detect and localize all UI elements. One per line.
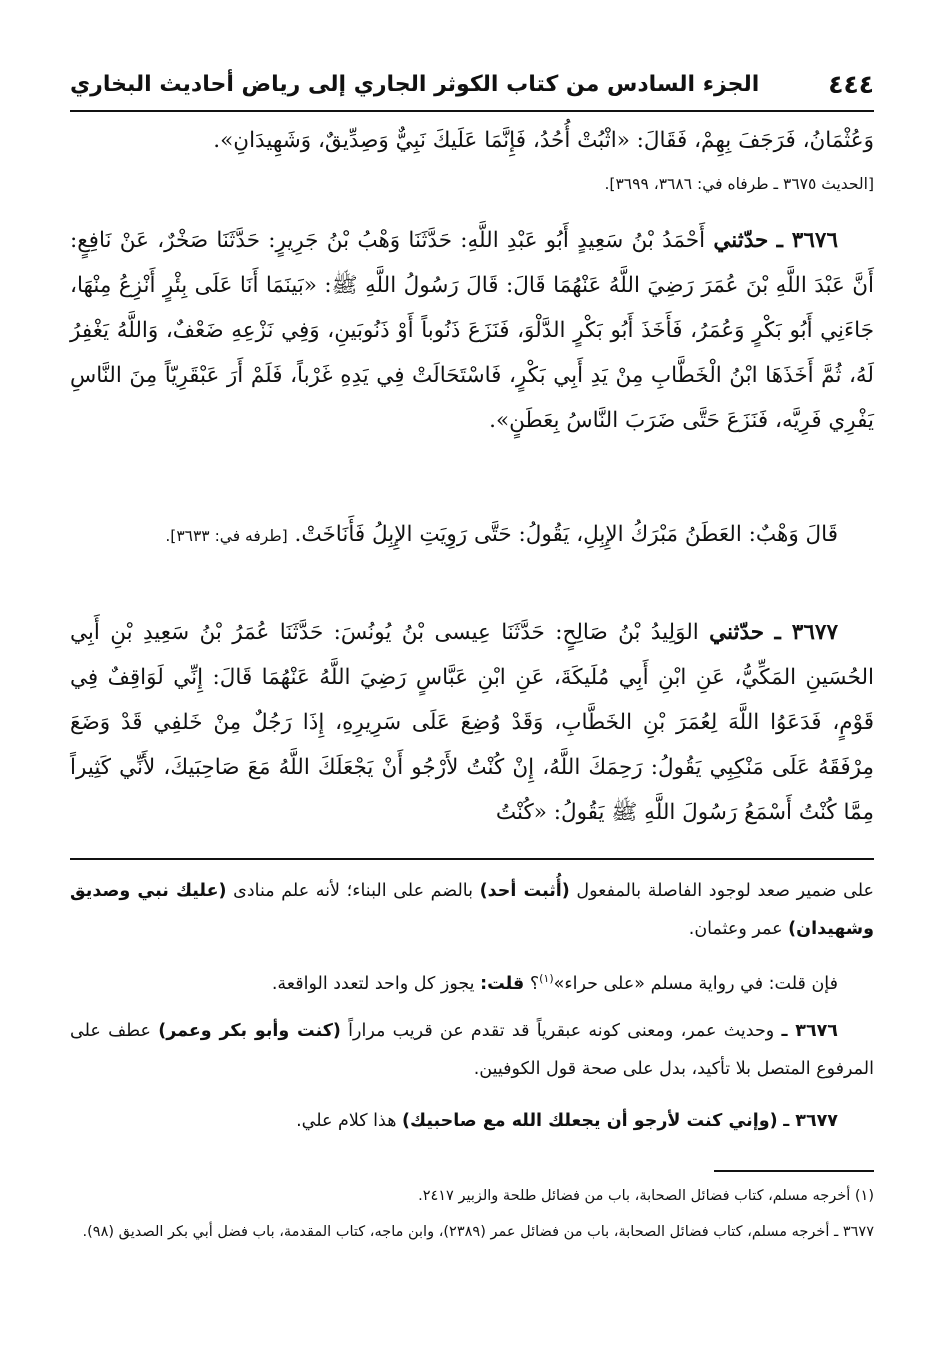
hadith-lead: حدّثني	[713, 228, 769, 253]
hadith-number: ٣٦٧٧ ـ	[774, 620, 838, 645]
continuation-note: [الحديث ٣٦٧٥ ـ طرفاه في: ٣٦٨٦، ٣٦٩٩].	[604, 175, 874, 193]
commentary-paragraph-3: ٣٦٧٦ ـ وحديث عمر، ومعنى كونه عبقرياً قد تقدم عن قريب مراراً (كنت وأبو بكر وعمر) عطف على المرفوع المتصل بلا تأكيد، بدل على صحة قول الكوفيين.	[70, 1021, 874, 1079]
page-number: ٤٤٤	[828, 69, 874, 99]
footnote-ref: (١)	[539, 972, 554, 985]
commentary-paragraph-2: فإن قلت: في رواية مسلم «على حراء»$^{(١)}$؟ قلت: يجوز كل واحد لتعدد الواقعة.	[271, 972, 838, 994]
wahb-text: قَالَ وَهْبٌ: العَطَنُ مَبْرَكُ الإِبِلِ، يَقُولُ: حَتَّى رَوِيَتِ الإِبِلُ فَأَنَاخَتْ.	[294, 522, 838, 547]
wahb-explanation	[70, 512, 874, 557]
page-header	[70, 58, 874, 112]
running-title: الجزء السادس من كتاب الكوثر الجاري إلى رياض أحاديث البخاري	[70, 71, 760, 97]
hadith-3676	[70, 218, 874, 443]
hadith-text: الوَلِيدُ بْنُ صَالِحٍ: حَدَّثَنَا عِيسى بْنُ يُونُسَ: حَدَّثَنَا عُمَرُ بْنُ سَعِيدِ بْنِ أَبِي الحُسَينِ المَكِّيُّ، عَنِ ابْنِ أَبِي مُلَيكَةَ، عَنِ ابْنِ عَبَّاسٍ رَضِيَ اللَّهُ عَنْهُمَا قَالَ: إِنِّي لَوَاقِفٌ فِي قَوْمٍ، فَدَعَوُا اللَّهَ لِعُمَرَ بْنِ الخَطَّابِ، وَقَدْ وُضِعَ عَلَى سَرِيرِهِ، إِذَا رَجُلٌ مِنْ خَلفِي قَدْ وَضَعَ مِرْفَقَهُ عَلَى مَنْكِبِي يَقُولُ: رَحِمَكَ اللَّهُ، إِنْ كُنْتُ لأَرْجُو أَنْ يَجْعَلَكَ اللَّهُ مَعَ صَاحِبَيكَ، لأَنِّي كَثِيراً مِمَّا كُنْتُ أَسْمَعُ رَسُولَ اللَّهِ ﷺ يَقُولُ: «كُنْتُ	[70, 620, 874, 825]
wahb-note: [طرفه في: ٣٦٣٣].	[165, 527, 288, 545]
footnote-2: ٣٦٧٧ ـ أخرجه مسلم، كتاب فضائل الصحابة، باب من فضائل عمر (٢٣٨٩)، وابن ماجه، كتاب المقدمة، باب فضل أبي بكر الصديق (٩٨).	[82, 1224, 874, 1240]
commentary-paragraph-4: ٣٦٧٧ ـ (وإني كنت لأرجو أن يجعلك الله مع صاحبيك) هذا كلام علي.	[296, 1111, 838, 1131]
hadith-lead: حدّثني	[709, 620, 765, 645]
commentary-divider	[70, 858, 874, 860]
commentary-paragraph-1: على ضمير صعد لوجود الفاصلة بالمفعول (أُثبت أحد) بالضم على البناء؛ لأنه علم منادى (عليك نبي وصديق وشهيدان) عمر وعثمان.	[70, 881, 874, 939]
footnote-divider	[714, 1170, 874, 1172]
continuation-text: وَعُثْمَانُ، فَرَجَفَ بِهِمْ، فَقَالَ: «اثْبُتْ أُحُدُ، فَإِنَّمَا عَلَيكَ نَبِيٌّ وَصِدِّيقٌ، وَشَهِيدَانِ».	[213, 128, 874, 153]
footnote-1: (١) أخرجه مسلم، كتاب فضائل الصحابة، باب من فضائل طلحة والزبير ٢٤١٧.	[418, 1188, 874, 1204]
hadith-3677	[70, 610, 874, 835]
hadith-text: أَحْمَدُ بْنُ سَعِيدٍ أَبُو عَبْدِ اللَّهِ: حَدَّثَنَا وَهْبُ بْنُ جَرِيرٍ: حَدَّثَنَا صَخْرٌ، عَنْ نَافِعٍ: أَنَّ عَبْدَ اللَّهِ بْنَ عُمَرَ رَضِيَ اللَّهُ عَنْهُمَا قَالَ: قَالَ رَسُولُ اللَّهِ ﷺ: «بَينَمَا أَنَا عَلَى بِئْرٍ أَنْزِعُ مِنْهَا، جَاءَنِي أَبُو بَكْرٍ وَعُمَرُ، فَأَخَذَ أَبُو بَكْرٍ الدَّلْوَ، فَنَزَعَ ذَنُوباً أَوْ ذَنُوبَينِ، وَفِي نَزْعِهِ ضَعْفٌ، وَاللَّهُ يَغْفِرُ لَهُ، ثُمَّ أَخَذَهَا ابْنُ الْخَطَّابِ مِنْ يَدِ أَبِي بَكْرٍ، فَاسْتَحَالَتْ فِي يَدِهِ غَرْباً، فَلَمْ أَرَ عَبْقَرِيّاً مِنَ النَّاسِ يَفْرِي فَرِيَّه، فَنَزَعَ حَتَّى ضَرَبَ النَّاسُ بِعَطَنٍ».	[70, 228, 874, 433]
hadith-number: ٣٦٧٦ ـ	[776, 228, 838, 253]
